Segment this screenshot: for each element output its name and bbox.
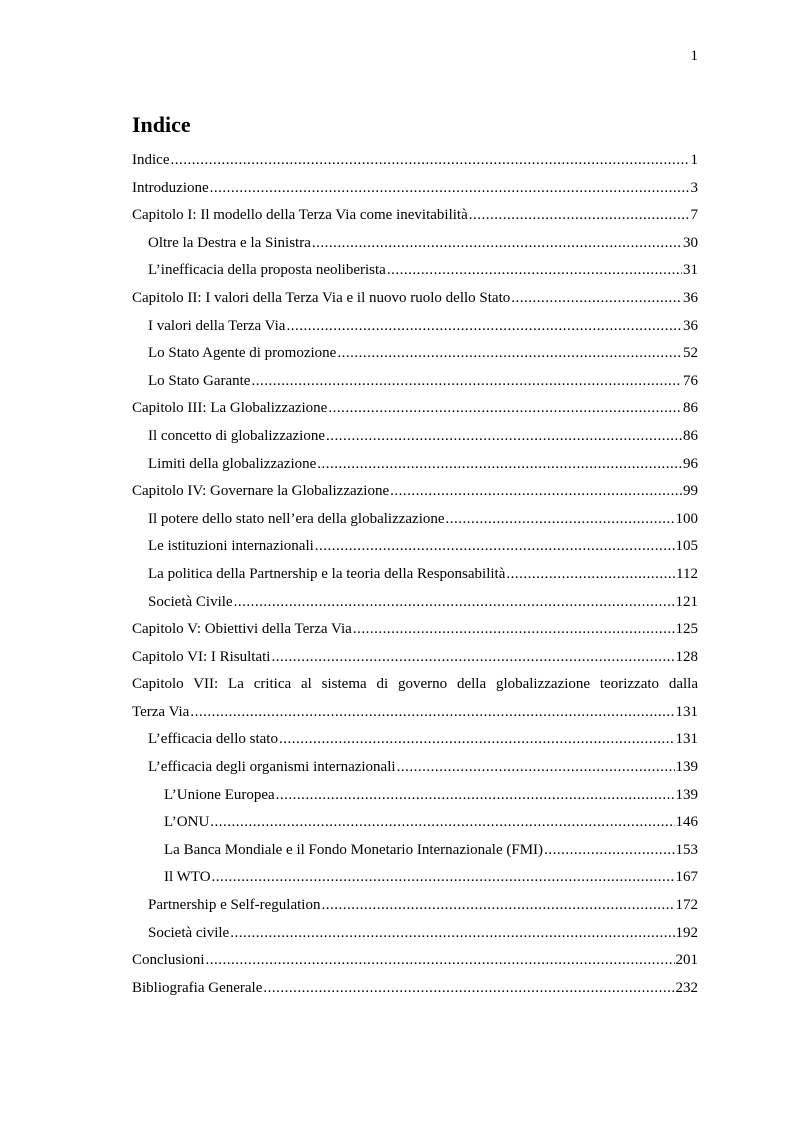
toc-entry-page: 201 (675, 952, 698, 969)
toc-entry-label: Lo Stato Garante (148, 372, 251, 389)
toc-entry-label: L’Unione Europea (164, 786, 275, 803)
dot-leader (170, 147, 689, 175)
toc-entry-label: Bibliografia Generale (132, 979, 263, 996)
toc-entry[interactable] (132, 920, 698, 948)
toc-entry-page: 131 (675, 731, 698, 748)
toc-entry[interactable] (132, 975, 698, 1003)
toc-entry-label: Capitolo I: Il modello della Terza Via come inevitabilità (132, 207, 468, 224)
toc-entry[interactable] (132, 451, 698, 479)
dot-leader (321, 892, 674, 920)
toc-entry[interactable] (132, 644, 698, 672)
dot-leader (511, 285, 682, 313)
dot-leader (397, 754, 675, 782)
toc-entry-page: 86 (683, 427, 698, 444)
toc-entry-label: Il WTO (164, 869, 211, 886)
dot-leader (190, 699, 674, 727)
toc-entry[interactable] (132, 754, 698, 782)
toc-entry-label: Capitolo V: Obiettivi della Terza Via (132, 621, 352, 638)
toc-entry-label: Oltre la Destra e la Sinistra (148, 234, 311, 251)
toc-entry-label: La Banca Mondiale e il Fondo Monetario Internazionale (FMI) (164, 841, 544, 858)
dot-leader (328, 395, 682, 423)
toc-entry-label: Capitolo II: I valori della Terza Via e il nuovo ruolo dello Stato (132, 289, 511, 306)
toc-entry-page: 31 (683, 262, 698, 279)
toc-entry-page: 112 (676, 565, 698, 582)
dot-leader (271, 644, 674, 672)
toc-entry-page: 96 (683, 455, 698, 472)
toc-entry-label: L’efficacia degli organismi internazionali (148, 759, 396, 776)
toc-entry[interactable] (132, 395, 698, 423)
dot-leader (230, 920, 674, 948)
toc-entry-page: 36 (683, 317, 698, 334)
toc-entry-page: 139 (675, 759, 698, 776)
toc-entry-label: Capitolo VI: I Risultati (132, 648, 271, 665)
toc-entry-page: 3 (690, 179, 698, 196)
toc-entry[interactable] (132, 175, 698, 203)
toc-entry-label: Conclusioni (132, 952, 205, 969)
toc-entry[interactable] (132, 340, 698, 368)
page-number: 1 (690, 48, 698, 64)
dot-leader (317, 451, 682, 479)
dot-leader (544, 837, 674, 865)
table-of-contents (132, 147, 698, 1002)
toc-entry-label: Limiti della globalizzazione (148, 455, 317, 472)
dot-leader (506, 561, 675, 589)
dot-leader (212, 864, 675, 892)
toc-entry-label: I valori della Terza Via (148, 317, 286, 334)
dot-leader (286, 313, 682, 341)
toc-entry-label: Le istituzioni internazionali (148, 538, 314, 555)
toc-entry[interactable] (132, 947, 698, 975)
toc-entry-page: 86 (683, 400, 698, 417)
toc-entry-page: 153 (675, 841, 698, 858)
toc-entry[interactable] (132, 589, 698, 617)
toc-entry-label: Lo Stato Agente di promozione (148, 345, 337, 362)
toc-entry[interactable] (132, 561, 698, 589)
toc-entry[interactable] (132, 202, 698, 230)
toc-entry-page: 131 (675, 703, 698, 720)
toc-entry[interactable] (132, 864, 698, 892)
toc-entry-page: 146 (675, 814, 698, 831)
dot-leader (353, 616, 675, 644)
page-title: Indice (132, 112, 191, 137)
toc-entry-continuation (132, 699, 698, 727)
toc-entry-label: Partnership e Self-regulation (148, 897, 321, 914)
toc-entry-page: 192 (675, 924, 698, 941)
toc-entry[interactable] (132, 726, 698, 754)
toc-entry[interactable] (132, 837, 698, 865)
toc-entry-label: L’inefficacia della proposta neoliberista (148, 262, 386, 279)
toc-entry-page: 105 (675, 538, 698, 555)
toc-entry-page: 99 (683, 483, 698, 500)
dot-leader (210, 809, 674, 837)
toc-entry-label: Capitolo III: La Globalizzazione (132, 400, 328, 417)
toc-entry[interactable] (132, 313, 698, 341)
toc-entry[interactable] (132, 285, 698, 313)
toc-entry-page: 76 (683, 372, 698, 389)
toc-entry-label: Indice (132, 152, 170, 168)
dot-leader (326, 423, 682, 451)
toc-entry-page: 172 (675, 897, 698, 914)
toc-entry[interactable] (132, 782, 698, 810)
toc-entry[interactable] (132, 147, 698, 175)
dot-leader (446, 506, 675, 534)
toc-entry[interactable] (132, 257, 698, 285)
toc-entry[interactable] (132, 230, 698, 258)
toc-entry-page: 52 (683, 345, 698, 362)
toc-entry-page: 1 (690, 152, 698, 168)
toc-entry-page: 125 (675, 621, 698, 638)
toc-entry[interactable] (132, 533, 698, 561)
toc-entry-page: 167 (675, 869, 698, 886)
dot-leader (337, 340, 682, 368)
dot-leader (315, 533, 675, 561)
dot-leader (276, 782, 675, 810)
dot-leader (210, 175, 690, 203)
dot-leader (234, 589, 675, 617)
dot-leader (469, 202, 690, 230)
dot-leader (390, 478, 682, 506)
dot-leader (312, 230, 682, 258)
toc-entry[interactable] (132, 423, 698, 451)
toc-entry-page: 7 (690, 207, 698, 224)
toc-entry-page: 128 (675, 648, 698, 665)
toc-entry-label: L’ONU (164, 814, 210, 831)
toc-entry-label: Introduzione (132, 179, 209, 196)
toc-entry-page: 139 (675, 786, 698, 803)
toc-entry-page: 30 (683, 234, 698, 251)
toc-entry-page: 121 (675, 593, 698, 610)
toc-entry[interactable] (132, 368, 698, 396)
toc-entry[interactable] (132, 671, 698, 726)
dot-leader (263, 975, 674, 1003)
toc-entry[interactable] (132, 809, 698, 837)
toc-entry-page: 232 (675, 979, 698, 996)
toc-entry[interactable] (132, 892, 698, 920)
dot-leader (279, 726, 675, 754)
toc-entry[interactable] (132, 478, 698, 506)
toc-entry-label: Capitolo IV: Governare la Globalizzazione (132, 483, 390, 500)
dot-leader (387, 257, 682, 285)
toc-entry-label: La politica della Partnership e la teoria della Responsabilità (148, 565, 506, 582)
dot-leader (251, 368, 682, 396)
toc-entry[interactable] (132, 616, 698, 644)
toc-entry-label-line2: Terza Via (132, 703, 190, 720)
toc-entry-page: 100 (675, 510, 698, 527)
toc-entry-label: Società Civile (148, 593, 233, 610)
toc-entry-label: Società civile (148, 924, 230, 941)
dot-leader (206, 947, 675, 975)
toc-entry-label: L’efficacia dello stato (148, 731, 278, 748)
toc-entry[interactable] (132, 506, 698, 534)
toc-entry-page: 36 (683, 289, 698, 306)
toc-entry-label: Il potere dello stato nell’era della globalizzazione (148, 510, 445, 527)
toc-entry-label-line1: Capitolo VII: La critica al sistema di governo della globalizzazione teorizzato dalla (132, 676, 698, 693)
toc-entry-label: Il concetto di globalizzazione (148, 427, 326, 444)
